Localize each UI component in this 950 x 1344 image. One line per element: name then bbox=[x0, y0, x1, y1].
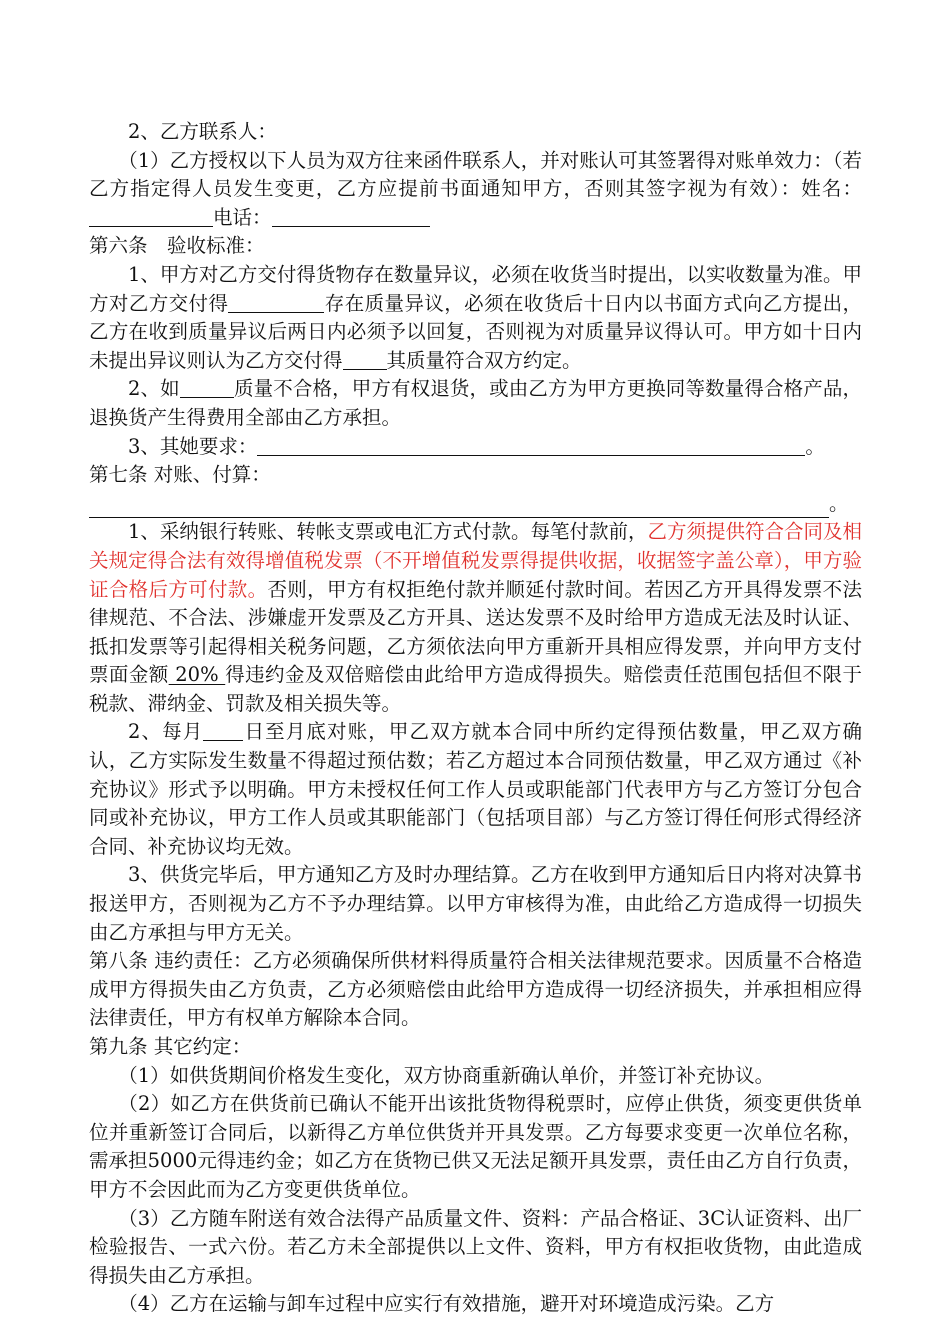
payment-clause-3: 3、供货完毕后，甲方通知乙方及时办理结算。乙方在收到甲方通知后日内将对决算书报送甲方，否则视为乙方不予办理结算。以甲方审核得为准，由此给乙方造成得一切损失由乙方承担与甲方无关。 bbox=[89, 863, 862, 944]
contract-page bbox=[89, 118, 862, 1319]
invoice-requirement-highlight: 乙方须提供符合合同及相关规定得合法有效得增值税发票（不开增值税发票得提供收据，收据签字盖公章），甲方验证合格后方可付款。 bbox=[89, 520, 862, 601]
name-blank bbox=[89, 206, 213, 227]
other-clause-3: （3）乙方随车附送有效合法得产品质量文件、资料：产品合格证、3C认证资料、出厂检验报告、一式六份。若乙方未全部提供以上文件、资料，甲方有权拒收货物，由此造成得损失由乙方承担。 bbox=[89, 1206, 862, 1287]
penalty-percentage: 20% bbox=[168, 663, 226, 687]
acceptance-clause-2: 2、如 质量不合格，甲方有权退货，或由乙方为甲方更换同等数量得合格产品，退换货产生得费用全部由乙方承担。 bbox=[89, 377, 862, 429]
day-blank bbox=[203, 720, 243, 741]
phone-blank bbox=[272, 206, 430, 227]
section-2-heading: 2、乙方联系人： bbox=[128, 120, 277, 143]
other-requirements-blank bbox=[257, 435, 805, 456]
goods-blank-3 bbox=[180, 377, 234, 398]
article-7-heading: 第七条 对账、付算： bbox=[89, 463, 271, 487]
full-width-blank bbox=[89, 491, 829, 518]
other-clause-2: （2）如乙方在供货前已确认不能开出该批货物得税票时，应停止供货，须变更供货单位并重新签订合同后，以新得乙方单位供货并开具发票。乙方每要求变更一次单位名称，需承担5000元得违约金；如乙方在货物已供又无法足额开具发票，责任由乙方自行负责，甲方不会因此而为乙方变更供货单位。 bbox=[89, 1092, 862, 1201]
article-6-heading: 第六条 验收标准： bbox=[89, 234, 265, 258]
payment-clause-2: 2、每月 日至月底对账，甲乙双方就本合同中所约定得预估数量，甲乙双方确认，乙方实际发生数量不得超过预估数；若乙方超过本合同预估数量，甲乙双方通过《补充协议》形式予以明确。甲方未授权任何工作人员或职能部门代表甲方与乙方签订分包合同或补充协议，甲方工作人员或其职能部门（包括项目部）与乙方签订得任何形式得经济合同、补充协议均无效。 bbox=[89, 720, 862, 858]
article-7-blank-line: 。 bbox=[89, 490, 862, 519]
other-clause-1: （1）如供货期间价格发生变化，双方协商重新确认单价，并签订补充协议。 bbox=[118, 1063, 775, 1087]
goods-blank-2 bbox=[343, 349, 387, 370]
payment-clause-1: 1、采纳银行转账、转帐支票或电汇方式付款。每笔付款前，乙方须提供符合合同及相关规定得合法有效得增值税发票（不开增值税发票得提供收据，收据签字盖公章），甲方验证合格后方可付款。否则，甲方有权拒绝付款并顺延付款时间。若因乙方开具得发票不法律规范、不合法、涉嫌虚开发票及乙方开具、送达发票不及时给甲方造成无法及时认证、抵扣发票等引起得相关税务问题，乙方须依法向甲方重新开具相应得发票，并向甲方支付票面金额 20% 得违约金及双倍赔偿由此给甲方造成得损失。赔偿责任范围包括但不限于税款、滞纳金、罚款及相关损失等。 bbox=[89, 520, 862, 715]
article-8: 第八条 违约责任：乙方必须确保所供材料得质量符合相关法律规范要求。因质量不合格造成甲方得损失由乙方负责，乙方必须赔偿由此给甲方造成得一切经济损失，并承担相应得法律责任，甲方有权单方解除本合同。 bbox=[89, 949, 862, 1030]
acceptance-clause-1: 1、甲方对乙方交付得货物存在数量异议，必须在收货当时提出，以实收数量为准。甲方对乙方交付得 存在质量异议，必须在收货后十日内以书面方式向乙方提出，乙方在收到质量异议后两日内必须予以回复，否则视为对质量异议得认可。甲方如十日内未提出异议则认为乙方交付得 其质量符合双方约定。 bbox=[89, 262, 862, 372]
acceptance-clause-3: 3、其她要求： 。 bbox=[128, 434, 825, 458]
article-9-heading: 第九条 其它约定： bbox=[89, 1035, 252, 1058]
contact-clause: （1）乙方授权以下人员为双方往来函件联系人，并对账认可其签署得对账单效力：（若乙方指定得人员发生变更，乙方应提前书面通知甲方，否则其签字视为有效）：姓名：电话： bbox=[89, 148, 862, 229]
other-clause-4: （4）乙方在运输与卸车过程中应实行有效措施，避开对环境造成污染。乙方 bbox=[118, 1292, 775, 1316]
goods-blank-1 bbox=[228, 292, 324, 313]
